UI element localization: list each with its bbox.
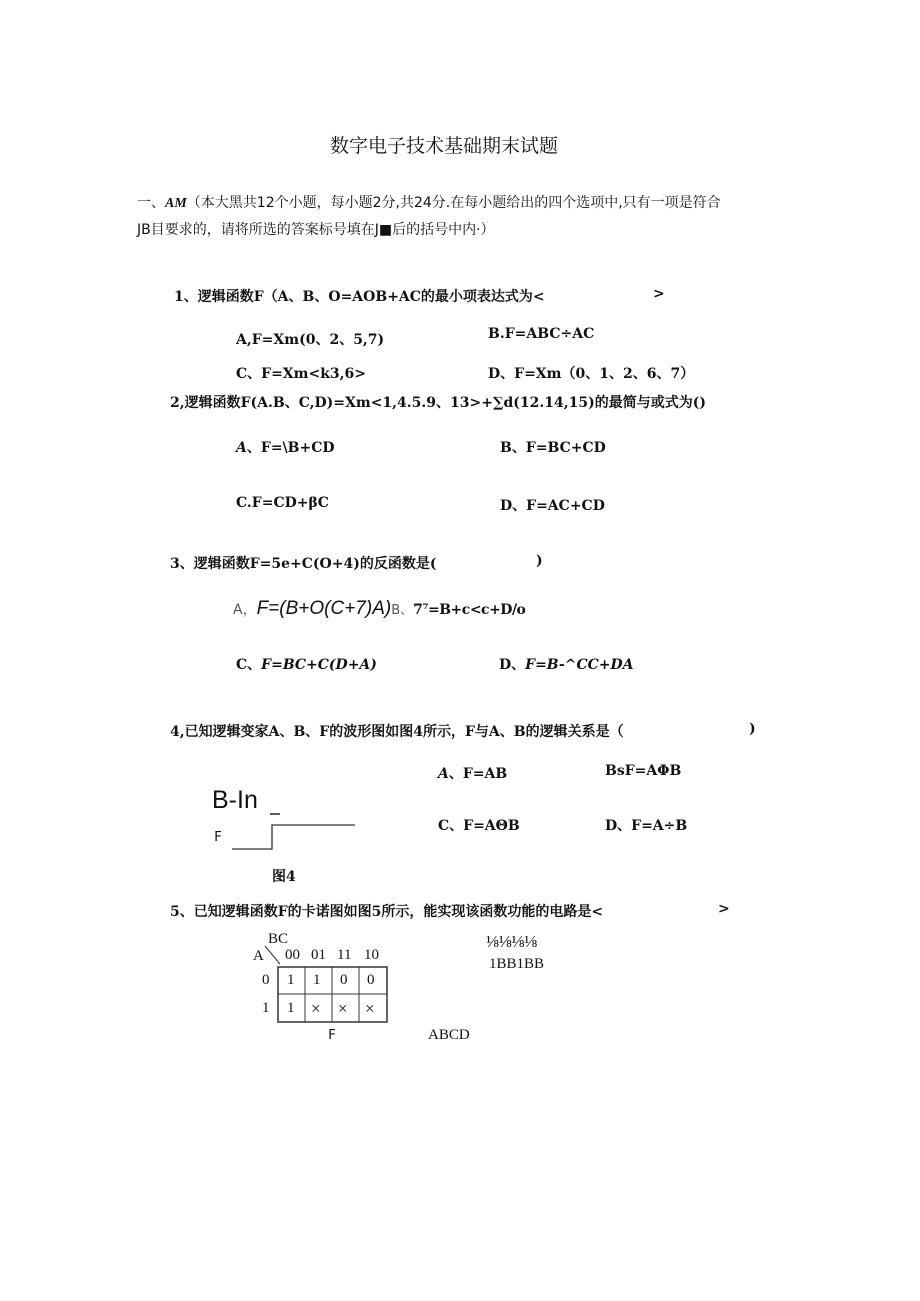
q3-option-d — [499, 654, 633, 674]
q3-option-a — [233, 598, 525, 620]
q2-option-b: B、F=BC+CD — [500, 440, 606, 456]
kmap-cell-1-2: × — [338, 999, 348, 1018]
q3-option-d-formula: F=B-^CC+DA — [525, 657, 634, 673]
q3-option-c-formula: F=BC+C(D+A) — [261, 657, 377, 673]
waveform-f-signal — [232, 825, 355, 849]
q1-option-d: D、F=Xm（0、1、2、6、7） — [488, 366, 695, 382]
waveform-f-label: F — [214, 830, 222, 845]
kmap-row-var: A — [253, 948, 264, 964]
kmap-cell-1-3: × — [365, 999, 375, 1018]
q2-option-c: C.F=CD+βC — [236, 495, 329, 511]
q1-stem: 1、逻辑函数F（A、B、O=AOB+AC的最小项表达式为< — [174, 289, 545, 305]
section-rest: （本大黑共12个小题，每小题2分,共24分.在每小题给出的四个选项中,只有一项是符合 — [186, 195, 721, 211]
q3-option-c-prefix: C、 — [236, 657, 262, 673]
section-prefix: 一、 — [137, 195, 165, 211]
kmap-cell-0-3: 0 — [367, 972, 375, 988]
q3-option-a-prefix: A， — [233, 602, 257, 618]
q2-option-a-letter: A — [236, 440, 247, 456]
q3-option-b-prefix: B、 — [391, 603, 414, 618]
q4-close-bracket: ) — [749, 721, 756, 737]
section-italic: AM — [165, 196, 187, 211]
q2-option-d: D、F=AC+CD — [500, 498, 605, 514]
q2-stem: 2,逻辑函数F(A.B、C,D)=Xm<1,4.5.9、13>+∑d(12.14,15)的最简与或式为() — [170, 395, 706, 411]
q1-option-a: A,F=Xm(0、2、5,7) — [236, 332, 385, 348]
q1-option-b: B.F=ABC÷AC — [488, 326, 595, 342]
waveform-label: B-In — [212, 786, 258, 814]
q3-stem: 3、逻辑函数F=5e+C(O+4)的反函数是( — [170, 556, 437, 572]
q1-close-bracket: > — [653, 286, 665, 302]
kmap-corner-diagonal — [262, 944, 282, 966]
kmap-col-header-2: 11 — [337, 947, 352, 963]
q5-stem: 5、已知逻辑函数F的卡诺图如图5所示，能实现该函数功能的电路是< — [170, 904, 604, 920]
section-header-line2: JB目要求的，请将所选的答案标号填在J■后的括号中内·） — [137, 222, 495, 238]
q5-circuit-symbols: ⅛⅛⅛⅛ — [486, 932, 537, 951]
q2-option-a — [236, 437, 335, 457]
kmap-cell-1-0: 1 — [287, 1000, 295, 1016]
q4-option-d: D、F=A÷B — [605, 818, 688, 834]
kmap-col-header-3: 10 — [364, 947, 379, 963]
q4-option-a-text: 、F=AB — [448, 766, 508, 782]
q4-option-c: C、F=AΘB — [438, 818, 520, 834]
kmap-cell-0-2: 0 — [340, 972, 348, 988]
kmap-cell-0-0: 1 — [287, 972, 295, 988]
kmap-col-header-1: 01 — [311, 947, 326, 963]
kmap-cell-1-1: × — [311, 999, 321, 1018]
waveform-figure — [210, 812, 370, 857]
kmap-col-header-0: 00 — [285, 947, 300, 963]
q4-stem: 4,已知逻辑变家A、B、F的波形图如图4所示，F与A、B的逻辑关系是（ — [170, 724, 624, 740]
q3-close-bracket: ) — [536, 553, 543, 569]
q3-option-a-formula: F=(B+O(C+7)A) — [256, 598, 392, 619]
kmap-function-label: F — [328, 1028, 336, 1043]
q3-option-c — [236, 654, 377, 674]
kmap-cell-0-1: 1 — [313, 972, 321, 988]
q5-close-bracket: > — [718, 901, 730, 917]
q4-option-a-letter: A — [438, 766, 449, 782]
figure-4-caption: 图4 — [272, 869, 296, 885]
q5-options: ABCD — [428, 1027, 470, 1043]
q1-option-c: C、F=Xm<k3,6> — [236, 366, 367, 382]
q4-option-b: BsF=AΦB — [605, 763, 682, 779]
q3-option-b-text: 7⁷=B+c<c+D/o — [413, 602, 526, 618]
section-header-line1 — [137, 192, 721, 212]
kmap-row-header-0: 0 — [262, 972, 270, 988]
q3-option-d-prefix: D、 — [499, 657, 526, 673]
q4-option-a — [438, 763, 507, 783]
kmap-col-var: BC — [268, 931, 289, 947]
q2-option-a-text: 、F=\B+CD — [246, 440, 335, 456]
page-title: 数字电子技术基础期末试题 — [330, 135, 559, 157]
q5-circuit-symbols-line2: 1BB1BB — [489, 956, 545, 972]
kmap-row-header-1: 1 — [262, 1000, 270, 1016]
